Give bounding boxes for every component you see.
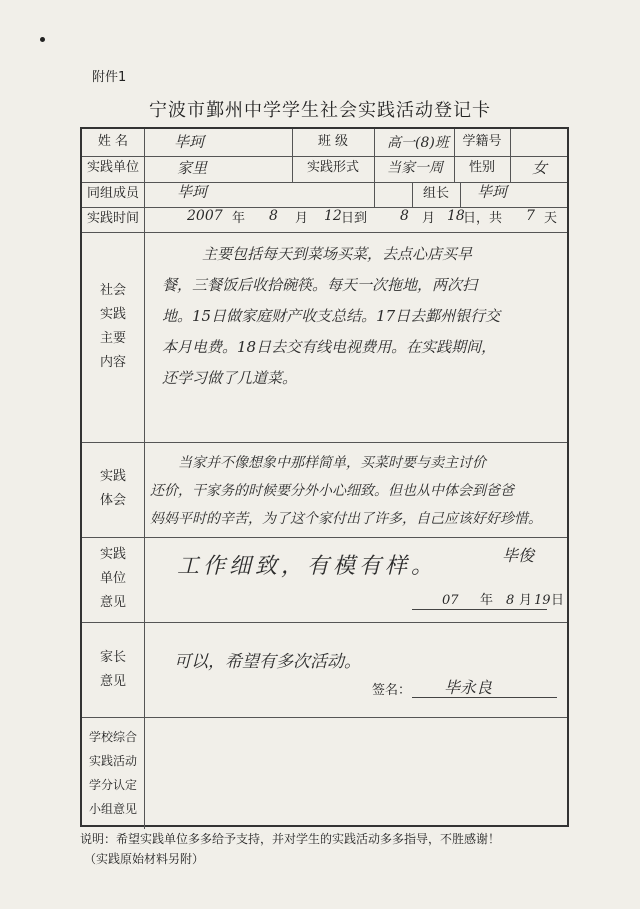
start-month: 8 [269,208,278,224]
unit-date-month: 8 [506,593,515,608]
row-divider [82,537,567,538]
unit-date-day: 19 [534,593,551,608]
sign-label: 签名： [372,683,412,698]
day-total-unit: 日，共 [463,211,503,226]
date-underline [412,609,547,610]
group-value: 毕珂 [177,183,208,201]
content-text [162,239,562,394]
school-opinion-label: 学校综合 实践活动 学分认定 小组意见 [88,730,137,816]
year-unit: 年 [232,211,246,226]
leader-label: 组长 [422,186,449,201]
unit-value: 家里 [177,159,208,177]
unit-signature: 毕俊 [502,546,535,565]
row-divider [82,717,567,718]
scan-speck [40,37,45,42]
month-unit: 月 [422,211,436,226]
leader-value: 毕珂 [477,183,508,201]
parent-opinion-label: 家长 意见 [99,650,126,689]
experience-line: 还价，干家务的时候要分外小心细致。但也从中体会到爸爸 [150,483,514,499]
content-line: 本月电费。18日去交有线电视费用。在实践期间， [162,338,497,356]
page-title: 宁波市鄞州中学学生社会实践活动登记卡 [149,100,491,121]
footer-note-attachment: （实践原始材料另附） [84,852,205,866]
day-to-unit: 日到 [341,211,368,226]
group-label: 同组成员 [86,186,139,201]
content-line: 地。15日做家庭财产收支总结。17日去鄞州银行交 [162,307,501,325]
parent-signature: 毕永良 [444,678,493,697]
parent-opinion-text: 可以，希望有多次活动。 [174,652,361,672]
label-column-divider [144,129,145,829]
experience-line: 当家并不像想象中那样简单，买菜时要与卖主讨价 [178,455,486,471]
day-unit: 日 [551,593,565,608]
registration-form [80,127,569,827]
year-unit: 年 [480,593,494,608]
days-unit: 天 [544,211,558,226]
name-label: 姓 名 [97,134,129,149]
unit-label: 实践单位 [86,160,139,175]
class-value: 高一(8)班 [387,135,449,151]
unit-date-year: 07 [442,593,459,608]
unit-opinion-label: 实践 单位 意见 [99,547,126,610]
month-unit: 月 [519,593,533,608]
gender-value: 女 [532,159,548,177]
content-label: 社会 实践 主要 内容 [99,283,126,370]
row-divider [82,232,567,233]
row-divider [82,622,567,623]
content-line: 餐，三餐饭后收拾碗筷。每天一次拖地，两次扫 [162,276,478,294]
unit-opinion-text: 工作细致，有模有样。 [177,554,438,579]
class-label: 班 级 [317,134,349,149]
row-divider [82,156,567,157]
experience-label: 实践 体会 [99,469,126,508]
content-line: 主要包括每天到菜场买菜，去点心店买早 [202,245,473,263]
content-line: 还学习做了几道菜。 [162,369,298,387]
total-days: 7 [526,208,535,224]
attachment-label: 附件1 [92,70,127,85]
start-day: 12 [324,208,342,224]
start-year: 2007 [187,208,223,224]
end-month: 8 [400,208,409,224]
column-divider [510,129,511,182]
name-value: 毕珂 [174,133,205,151]
row-divider [82,442,567,443]
month-unit: 月 [295,211,309,226]
experience-text [150,449,566,533]
signature-underline [412,697,557,698]
gender-label: 性别 [468,160,495,175]
column-divider [374,129,375,207]
footer-note: 说明：希望实践单位多多给予支持，并对学生的实践活动多多指导，不胜感谢！ [80,832,501,846]
form-value: 当家一周 [387,160,443,176]
experience-line: 妈妈平时的辛苦，为了这个家付出了许多，自己应该好好珍惜。 [150,511,542,527]
form-label: 实践形式 [306,160,359,175]
time-label: 实践时间 [86,211,139,226]
end-day: 18 [447,208,465,224]
column-divider [460,182,461,207]
student-id-label: 学籍号 [462,134,502,149]
